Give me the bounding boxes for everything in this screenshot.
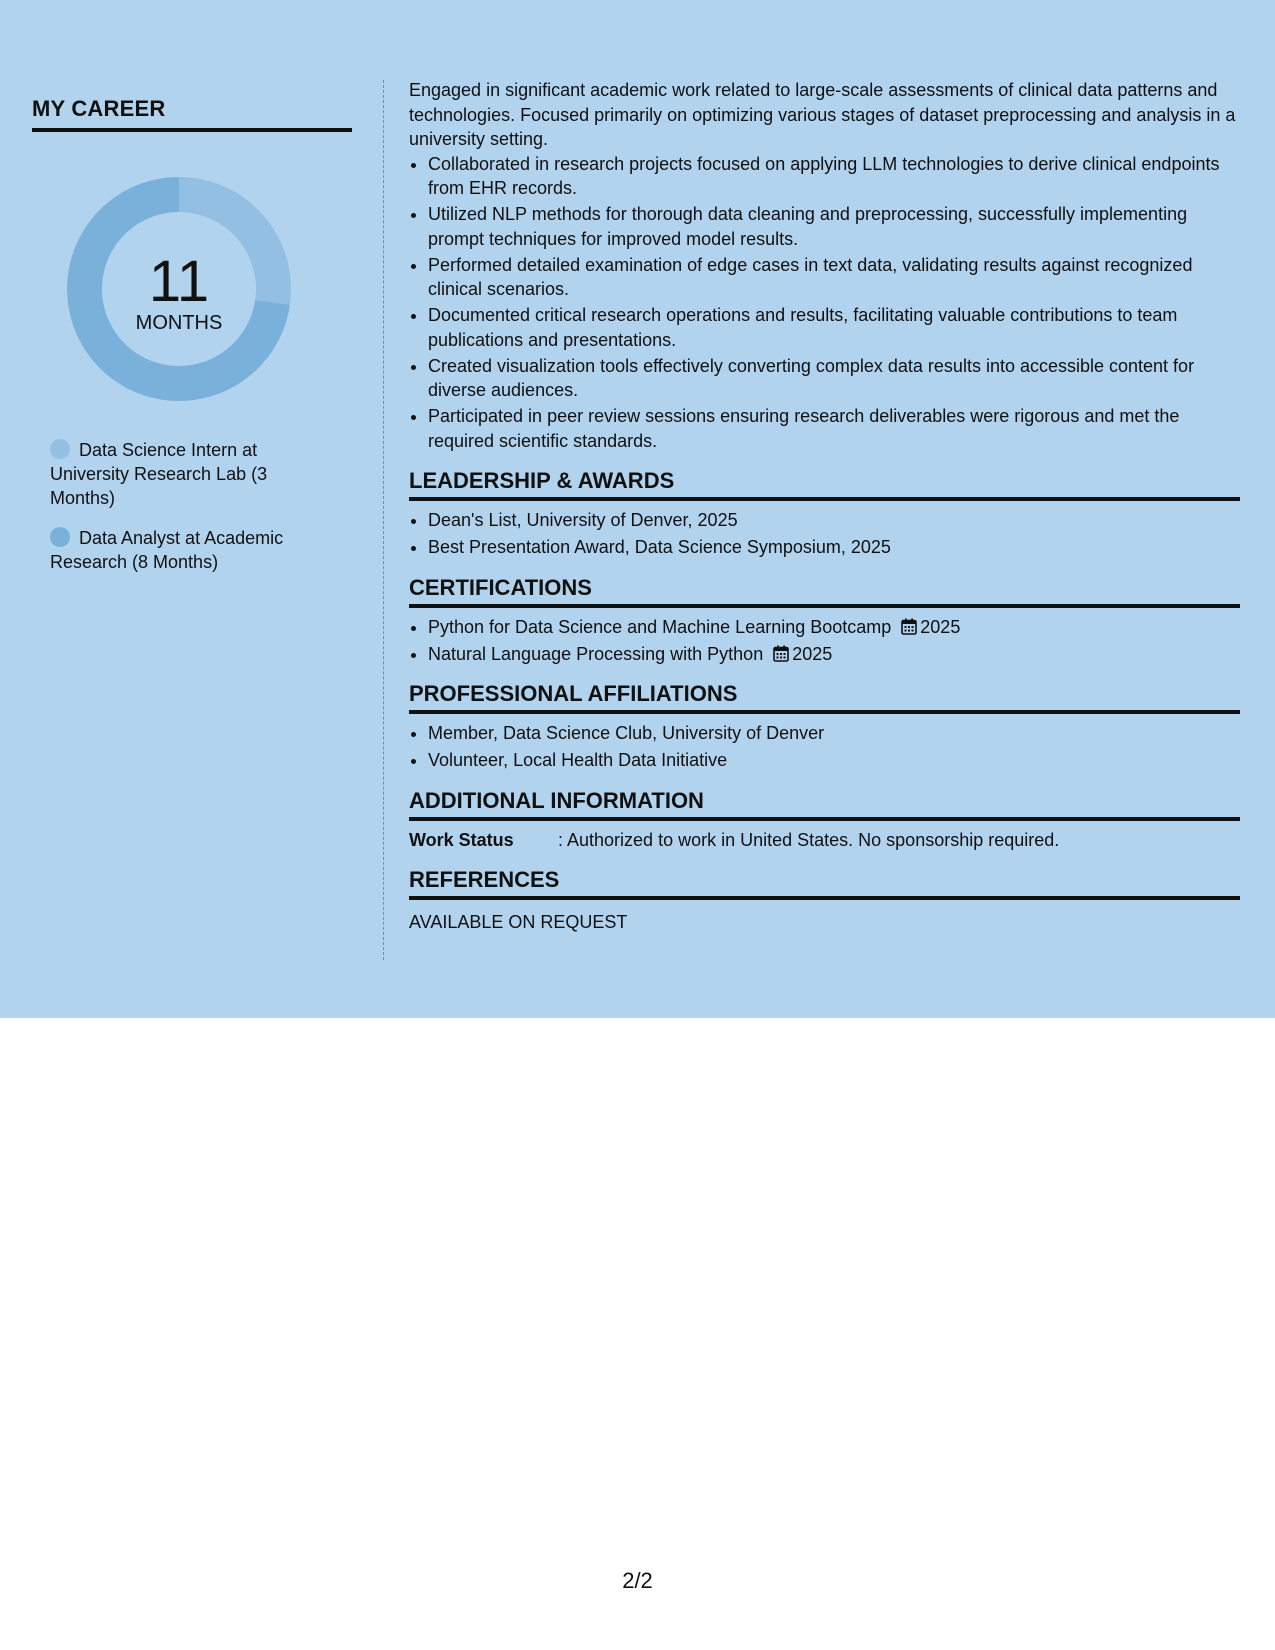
resume-main-column — [409, 78, 1240, 935]
certifications-list — [409, 615, 1240, 667]
experience-bullets — [409, 152, 1240, 454]
certifications-section — [409, 574, 1240, 667]
donut-center-label — [66, 176, 292, 402]
leadership-list — [409, 508, 1240, 560]
total-months-unit: MONTHS — [135, 312, 223, 334]
list-item: • Performed detailed examination of edge cases in text data, validating results against recognized clinical scenarios. — [428, 253, 1240, 302]
list-item: • Volunteer, Local Health Data Initiative — [428, 748, 1240, 773]
references-section — [409, 866, 1240, 935]
leadership-section — [409, 467, 1240, 560]
career-donut-chart — [66, 176, 292, 402]
experience-intro: Engaged in significant academic work related to large-scale assessments of clinical data patterns and technologies. Focused primarily on optimizing various stages of dataset preprocessing and analysis in a university setting. — [409, 80, 1236, 149]
affiliations-list — [409, 721, 1240, 773]
work-status-value: : Authorized to work in United States. No sponsorship required. — [558, 829, 1060, 850]
certification-year: 2025 — [920, 616, 961, 637]
column-divider — [383, 80, 384, 960]
work-status-row — [409, 828, 1240, 853]
career-sidebar — [32, 96, 352, 572]
list-item: • Dean's List, University of Denver, 2025 — [428, 508, 1240, 533]
references-heading: REFERENCES — [409, 866, 1240, 900]
affiliations-section — [409, 680, 1240, 773]
list-item: • Participated in peer review sessions ensuring research deliverables were rigorous and met the required scientific standards. — [428, 404, 1240, 453]
career-legend — [50, 438, 320, 590]
legend-item — [50, 438, 320, 510]
affiliations-heading: PROFESSIONAL AFFILIATIONS — [409, 680, 1240, 714]
list-item: • Utilized NLP methods for thorough data cleaning and preprocessing, successfully implementing prompt techniques for improved model results. — [428, 202, 1240, 251]
list-item: • Created visualization tools effectively converting complex data results into accessible content for diverse audiences. — [428, 354, 1240, 403]
calendar-icon — [901, 618, 917, 635]
additional-info-heading: ADDITIONAL INFORMATION — [409, 787, 1240, 821]
legend-item — [50, 526, 320, 574]
total-months-value: 11 — [148, 249, 210, 314]
list-item — [428, 615, 1240, 640]
list-item: • Best Presentation Award, Data Science Symposium, 2025 — [428, 535, 1240, 560]
additional-info-section — [409, 787, 1240, 853]
leadership-heading: LEADERSHIP & AWARDS — [409, 467, 1240, 501]
certification-name: Python for Data Science and Machine Learning Bootcamp — [428, 616, 892, 637]
career-heading: MY CAREER — [32, 96, 352, 132]
certifications-heading: CERTIFICATIONS — [409, 574, 1240, 608]
work-status-label: Work Status — [409, 829, 514, 850]
certification-year: 2025 — [792, 643, 833, 664]
legend-dot-intern — [50, 439, 70, 459]
list-item: • Collaborated in research projects focused on applying LLM technologies to derive clinical endpoints from EHR records. — [428, 152, 1240, 201]
legend-label-intern: Data Science Intern at University Research Lab (3 Months) — [50, 440, 268, 508]
legend-dot-analyst — [50, 527, 70, 547]
certification-name: Natural Language Processing with Python — [428, 643, 764, 664]
page-number: 2/2 — [622, 1568, 653, 1593]
list-item — [428, 642, 1240, 667]
list-item: • Documented critical research operations and results, facilitating valuable contributions to team publications and presentations. — [428, 303, 1240, 352]
legend-label-analyst: Data Analyst at Academic Research (8 Months) — [50, 528, 284, 572]
list-item: • Member, Data Science Club, University of Denver — [428, 721, 1240, 746]
calendar-icon — [773, 645, 789, 662]
references-text: AVAILABLE ON REQUEST — [409, 912, 628, 932]
